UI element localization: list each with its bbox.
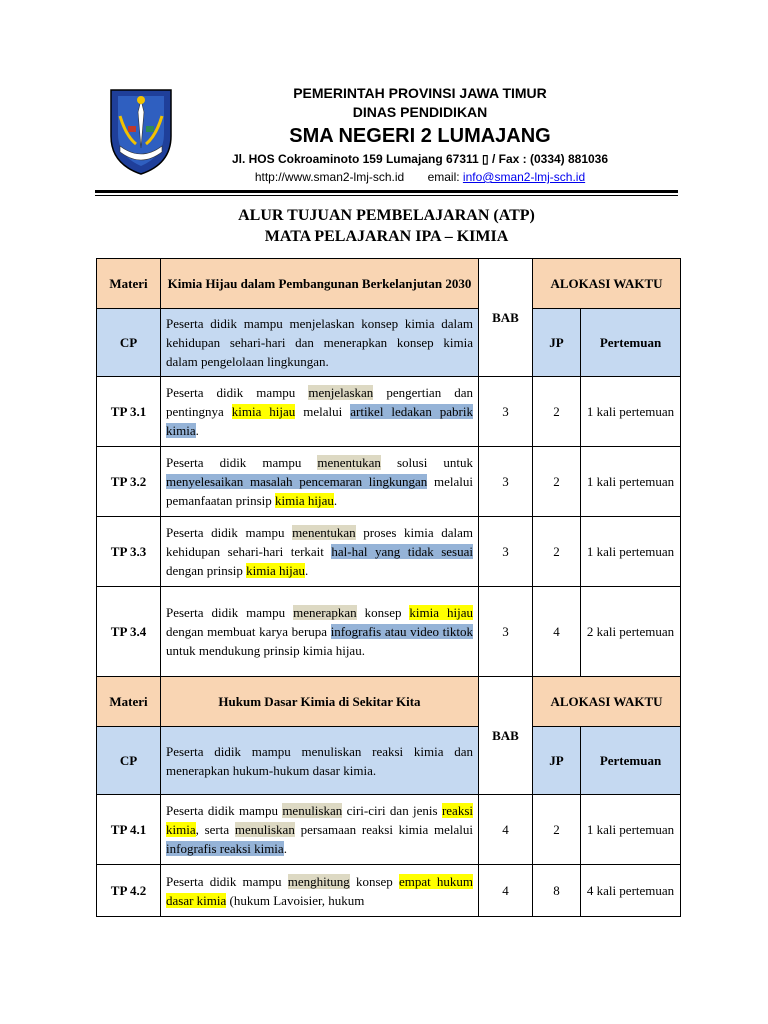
tp-jp: 4: [533, 587, 581, 677]
tp-row: [97, 587, 681, 677]
email-label: email:: [427, 170, 460, 184]
tp-code: TP 4.2: [97, 865, 161, 917]
letterhead: [0, 0, 768, 200]
objective-text-segment: untuk mendukung prinsip kimia hijau.: [166, 643, 365, 658]
materi-title: Kimia Hijau dalam Pembangunan Berkelanjutan 2030: [161, 259, 479, 309]
objective-text-segment: Peserta didik mampu: [166, 605, 294, 620]
objective-text-segment: pengertian dan pentingnya: [166, 385, 473, 419]
objective-text-segment: dengan prinsip: [166, 563, 247, 578]
highlighted-text: menerapkan: [293, 605, 357, 620]
letterhead-divider-thin: [95, 195, 678, 196]
government-name: PEMERINTAH PROVINSI JAWA TIMUR: [293, 85, 547, 101]
highlighted-text: infografis reaksi kimia: [166, 841, 284, 856]
objective-text-segment: Peserta didik mampu: [166, 385, 309, 400]
tp-pertemuan: 1 kali pertemuan: [581, 377, 681, 447]
objective-text-segment: (hukum Lavoisier, hukum: [226, 892, 365, 908]
objective-text-segment: ciri-ciri dan jenis: [342, 803, 442, 818]
materi-row: [97, 259, 681, 309]
atp-table: [96, 258, 681, 917]
tp-row: [97, 517, 681, 587]
highlighted-text: kimia hijau: [409, 605, 473, 620]
tp-objective: [161, 447, 479, 517]
cp-row: [97, 727, 681, 795]
school-address: Jl. HOS Cokroaminoto 159 Lumajang 67311 ▯ / Fax : (0334) 881036: [231, 152, 609, 166]
cp-text: Peserta didik mampu menjelaskan konsep kimia dalam kehidupan sehari-hari dan menerapkan konsep kimia dalam pengelolaan lingkungan.: [161, 309, 479, 377]
objective-text-segment: persamaan reaksi kimia melalui: [294, 822, 473, 837]
tp-code: TP 3.2: [97, 447, 161, 517]
alokasi-waktu-header: ALOKASI WAKTU: [533, 677, 681, 727]
highlighted-text: artikel ledakan pabrik kimia: [166, 404, 473, 438]
email-link[interactable]: info@sman2-lmj-sch.id: [462, 170, 586, 184]
bab-header: BAB: [479, 259, 533, 377]
tp-objective: [161, 377, 479, 447]
highlighted-text: menuliskan: [234, 822, 295, 837]
jp-header: JP: [533, 309, 581, 377]
school-name: SMA NEGERI 2 LUMAJANG: [289, 125, 551, 147]
objective-text-segment: Peserta didik mampu: [166, 455, 318, 470]
tp-bab: 4: [479, 795, 533, 865]
highlighted-text: kimia hijau: [275, 493, 334, 508]
jp-header: JP: [533, 727, 581, 795]
tp-objective: [161, 865, 479, 917]
tp-jp: 2: [533, 795, 581, 865]
highlighted-text: menuliskan: [282, 803, 343, 818]
highlighted-text: kimia hijau: [246, 563, 306, 578]
objective-text-segment: Peserta didik mampu: [166, 525, 293, 540]
objective-text-segment: konsep: [349, 873, 399, 889]
objective-text-segment: solusi untuk: [380, 455, 473, 470]
tp-pertemuan: 1 kali pertemuan: [581, 517, 681, 587]
tp-objective: [161, 587, 479, 677]
tp-row: [97, 377, 681, 447]
tp-row: [97, 865, 681, 917]
tp-bab: 3: [479, 447, 533, 517]
tp-jp: 8: [533, 865, 581, 917]
objective-text-segment: Peserta didik mampu: [166, 873, 288, 889]
highlighted-text: hal-hal yang tidak sesuai: [331, 544, 473, 559]
cp-label: CP: [97, 727, 161, 795]
objective-text-segment: melalui pemanfaatan prinsip: [166, 474, 473, 508]
tp-jp: 2: [533, 447, 581, 517]
east-java-coat-of-arms-icon: [106, 86, 176, 176]
letterhead-divider-thick: [95, 190, 678, 193]
tp-bab: 3: [479, 587, 533, 677]
tp-row: [97, 447, 681, 517]
cp-text: Peserta didik mampu menuliskan reaksi kimia dan menerapkan hukum-hukum dasar kimia.: [161, 727, 479, 795]
materi-label: Materi: [97, 677, 161, 727]
objective-text-segment: konsep: [356, 605, 410, 620]
tp-pertemuan: 1 kali pertemuan: [581, 795, 681, 865]
tp-jp: 2: [533, 377, 581, 447]
cp-label: CP: [97, 309, 161, 377]
highlighted-text: empat hukum dasar kimia: [166, 873, 473, 908]
highlighted-text: menentukan: [317, 455, 381, 470]
pertemuan-header: Pertemuan: [581, 309, 681, 377]
tp-row: [97, 795, 681, 865]
tp-jp: 2: [533, 517, 581, 587]
contact-line: [200, 168, 640, 186]
objective-text-segment: .: [333, 493, 338, 508]
tp-pertemuan: 4 kali pertemuan: [581, 865, 681, 917]
tp-code: TP 3.3: [97, 517, 161, 587]
tp-bab: 3: [479, 517, 533, 587]
objective-text-segment: proses kimia dalam kehidupan sehari-hari terkait: [166, 525, 473, 559]
highlighted-text: kimia hijau: [231, 404, 296, 419]
highlighted-text: menyelesaikan masalah pencemaran lingkungan: [166, 474, 428, 489]
document-title-line1: ALUR TUJUAN PEMBELAJARAN (ATP): [238, 207, 535, 224]
tp-bab: 3: [479, 377, 533, 447]
cp-row: [97, 309, 681, 377]
objective-text-segment: Peserta didik mampu: [166, 803, 283, 818]
tp-pertemuan: 1 kali pertemuan: [581, 447, 681, 517]
highlighted-text: menghitung: [287, 873, 350, 889]
website-text: http://www.sman2-lmj-sch.id: [254, 170, 405, 184]
alokasi-waktu-header: ALOKASI WAKTU: [533, 259, 681, 309]
objective-text-segment: , serta: [195, 822, 235, 837]
tp-objective: [161, 517, 479, 587]
pertemuan-header: Pertemuan: [581, 727, 681, 795]
document-title-line2: MATA PELAJARAN IPA – KIMIA: [264, 228, 509, 245]
tp-objective: [161, 795, 479, 865]
objective-text-segment: .: [283, 841, 287, 856]
tp-pertemuan: 2 kali pertemuan: [581, 587, 681, 677]
materi-label: Materi: [97, 259, 161, 309]
objective-text-segment: dengan membuat karya berupa: [166, 624, 331, 639]
document-title: [95, 205, 678, 247]
highlighted-text: menentukan: [292, 525, 356, 540]
materi-row: [97, 677, 681, 727]
tp-code: TP 4.1: [97, 795, 161, 865]
bab-header: BAB: [479, 677, 533, 795]
highlighted-text: reaksi kimia: [166, 803, 473, 837]
tp-code: TP 3.4: [97, 587, 161, 677]
department-name: DINAS PENDIDIKAN: [352, 104, 488, 120]
objective-text-segment: .: [305, 563, 309, 578]
tp-code: TP 3.1: [97, 377, 161, 447]
objective-text-segment: melalui: [295, 404, 351, 419]
highlighted-text: menjelaskan: [308, 385, 374, 400]
materi-title: Hukum Dasar Kimia di Sekitar Kita: [161, 677, 479, 727]
objective-text-segment: .: [195, 423, 199, 438]
highlighted-text: infografis atau video tiktok: [330, 624, 473, 639]
tp-bab: 4: [479, 865, 533, 917]
